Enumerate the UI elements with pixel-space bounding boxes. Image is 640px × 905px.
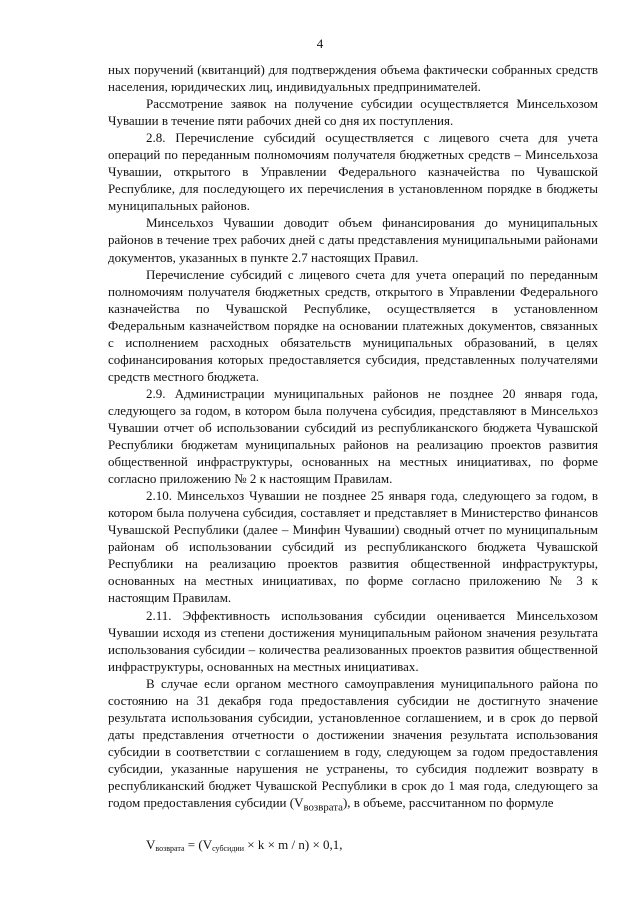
paragraph-2-9: 2.9. Администрации муниципальных районов не позднее 20 января года, следующего за годом, в котором была получена субсидия, представляют в Минсельхоз Чувашии отчет об использовании субсидий из республиканского бюджета Чувашской Республики бюджетам муниципальных районов на реализацию проектов развития общественной инфраструктуры, основанных на местных инициативах, по форме согласно приложению № 2 к настоящим Правилам. [108,385,598,487]
body-text [108,61,598,817]
formula-lhs-symbol: V [146,837,156,852]
paragraph-subsidy-return [108,675,598,817]
paragraph-subsidy-return-tail: ), в объеме, рассчитанном по формуле [342,795,554,811]
formula-lhs-subscript: возврата [155,844,185,853]
formula-subsidy-subscript: субсидии [212,844,244,853]
paragraph-transfer-of-subsidies: Перечисление субсидий с лицевого счета для учета операций по переданным полномочиям получателя бюджетных средств, открытого в Управлении Федерального казначейства по Чувашской Республике, осуществляется в установленном Федеральным казначейством порядке на основании платежных документов, связанных с исполнением расходных обязательств муниципальных образований, в целях софинансирования которых предоставляется субсидия, представленных получателями средств местного бюджета. [108,266,598,384]
paragraph-2-8: 2.8. Перечисление субсидий осуществляется с лицевого счета для учета операций по переданным полномочиям получателя бюджетных средств – Минсельхоза Чувашии, открытого в Управлении Федерального казначейства по Чувашской Республике, для последующего их перечисления в установленном порядке в бюджеты муниципальных районов. [108,130,598,214]
formula-equals-open: = (V [184,837,213,852]
paragraph-financing-volume: Минсельхоз Чувашии доводит объем финансирования до муниципальных районов в течение трех рабочих дней с даты представления муниципальными районами документов, указанных в пункте 2.7 настоящих Правил. [108,215,598,265]
paragraph-2-11: 2.11. Эффективность использования субсидии оценивается Минсельхозом Чувашии исходя из степени достижения муниципальным районом значения результата использования субсидии – количества реализованных проектов развития общественной инфраструктуры, основанных на местных инициативах. [108,607,598,674]
v-return-subscript: возврата [303,801,343,814]
formula-rest: × k × m / n) × 0,1, [243,837,343,852]
paragraph-2-10: 2.10. Минсельхоз Чувашии не позднее 25 января года, следующего за годом, в котором была получена субсидия, составляет и представляет в Министерство финансов Чувашской Республики (далее – Минфин Чувашии) сводный отчет по муниципальным районам об использовании субсидий из республиканского бюджета Чувашской Республики на реализацию проектов развития общественной инфраструктуры, основанных на местных инициативах, по форме согласно приложению № 3 к настоящим Правилам. [108,488,598,606]
paragraph-subsidy-return-text: В случае если органом местного самоуправления муниципального района по состоянию на 31 декабря года предоставления субсидии не достигнуто значение результата использования субсидии, установленное соглашением, и в срок до первой даты представления отчетности о достижении значения результата использования субсидии в соответствии с соглашением в году, следующем за годом предоставления субсидии, указанные нарушения не устранены, то субсидия подлежит возврату в республиканский бюджет Чувашской Республики в срок до 1 мая года, следующего за годом предоставления субсидии (V [108,675,598,811]
page-number: 4 [316,36,324,51]
paragraph-continuation: ных поручений (квитанций) для подтверждения объема фактически собранных средств населения, юридических лиц, индивидуальных предпринимателей. [108,62,598,95]
paragraph-application-review: Рассмотрение заявок на получение субсидии осуществляется Минсельхозом Чувашии в течение пяти рабочих дней со дня их поступления. [108,96,598,129]
return-formula [146,836,343,853]
